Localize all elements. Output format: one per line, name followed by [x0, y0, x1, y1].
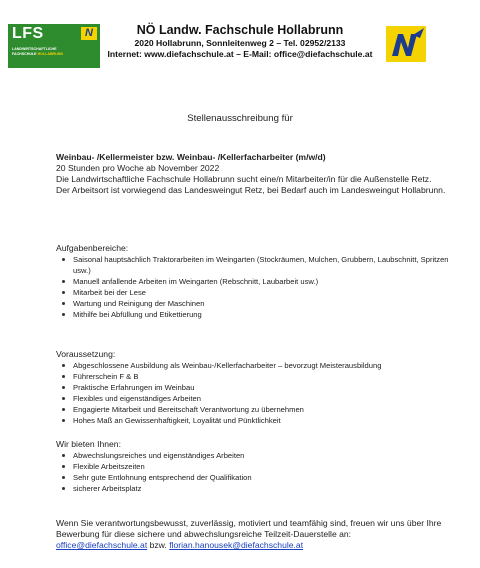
list-item: Mithilfe bei Abfüllung und Etikettierung: [56, 309, 460, 320]
list-item: Mitarbeit bei der Lese: [56, 287, 460, 298]
closing-emails: [56, 540, 460, 551]
email-link-office[interactable]: office@diefachschule.at: [56, 540, 148, 550]
job-location: Der Arbeitsort ist vorwiegend das Landesweingut Retz, bei Bedarf auch im Landesweingut Hollabrunn.: [56, 185, 446, 195]
offer-list: [56, 450, 460, 494]
noe-mini-logo-icon: N: [81, 27, 97, 40]
noe-logo-icon: [386, 26, 426, 62]
email-joiner: bzw.: [147, 540, 170, 550]
requirements-section: [56, 348, 460, 426]
list-item: Engagierte Mitarbeit und Bereitschaft Verantwortung zu übernehmen: [56, 404, 460, 415]
list-item: Sehr gute Entlohnung entsprechend der Qualifikation: [56, 472, 460, 483]
list-item: Flexible Arbeitszeiten: [56, 461, 460, 472]
list-item: sicherer Arbeitsplatz: [56, 483, 460, 494]
school-internet: Internet: www.diefachschule.at – E-Mail: office@diefachschule.at: [107, 49, 373, 59]
offer-section: [56, 438, 460, 494]
tasks-label: Aufgabenbereiche:: [56, 243, 129, 253]
tasks-list: [56, 254, 460, 320]
requirements-label: Voraussetzung:: [56, 349, 116, 359]
lfs-logo-letters: LFS: [12, 25, 44, 42]
list-item: Abwechslungsreiches und eigenständiges Arbeiten: [56, 450, 460, 461]
job-title: Weinbau- /Kellermeister bzw. Weinbau- /Kellerfacharbeiter (m/w/d): [56, 152, 326, 162]
school-address: 2020 Hollabrunn, Sonnleitenweg 2 – Tel. 02952/2133: [134, 38, 346, 48]
lfs-logo-subtitle: LANDWIRTSCHAFTLICHE FACHSCHULE HOLLABRUNN: [12, 47, 63, 56]
school-header: [100, 22, 380, 60]
list-item: Flexibles und eigenständiges Arbeiten: [56, 393, 460, 404]
list-item: Hohes Maß an Gewissenhaftigkeit, Loyalität und Pünktlichkeit: [56, 415, 460, 426]
list-item: Manuell anfallende Arbeiten im Weingarten (Rebschnitt, Laubarbeit usw.): [56, 276, 460, 287]
list-item: Praktische Erfahrungen im Weinbau: [56, 382, 460, 393]
job-intro: [56, 152, 460, 196]
closing-text: Wenn Sie verantwortungsbewusst, zuverlässig, motiviert und teamfähig sind, freuen wir uns über Ihre Bewerbung für diese sichere und abwechslungsreiche Teilzeit-Dauerstelle an:: [56, 518, 442, 539]
tasks-section: [56, 242, 460, 320]
list-item: Abgeschlossene Ausbildung als Weinbau-/Kellerfacharbeiter – bevorzugt Meisterausbildung: [56, 360, 460, 371]
job-hours: 20 Stunden pro Woche ab November 2022: [56, 163, 220, 173]
offer-label: Wir bieten Ihnen:: [56, 439, 121, 449]
requirements-list: [56, 360, 460, 426]
list-item: Wartung und Reinigung der Maschinen: [56, 298, 460, 309]
list-item: Saisonal hauptsächlich Traktorarbeiten im Weingarten (Stockräumen, Mulchen, Grubbern, Laubschnitt, Spritzen usw.): [56, 254, 460, 276]
lfs-logo: [8, 24, 100, 68]
email-link-hanousek[interactable]: florian.hanousek@diefachschule.at: [169, 540, 304, 550]
job-intro-text: Die Landwirtschaftliche Fachschule Hollabrunn sucht eine/n Mitarbeiter/in für die Außenstelle Retz.: [56, 174, 432, 184]
school-title: NÖ Landw. Fachschule Hollabrunn: [136, 23, 344, 37]
closing-section: [56, 518, 460, 551]
list-item: Führerschein F & B: [56, 371, 460, 382]
document-title: Stellenausschreibung für: [187, 113, 293, 124]
